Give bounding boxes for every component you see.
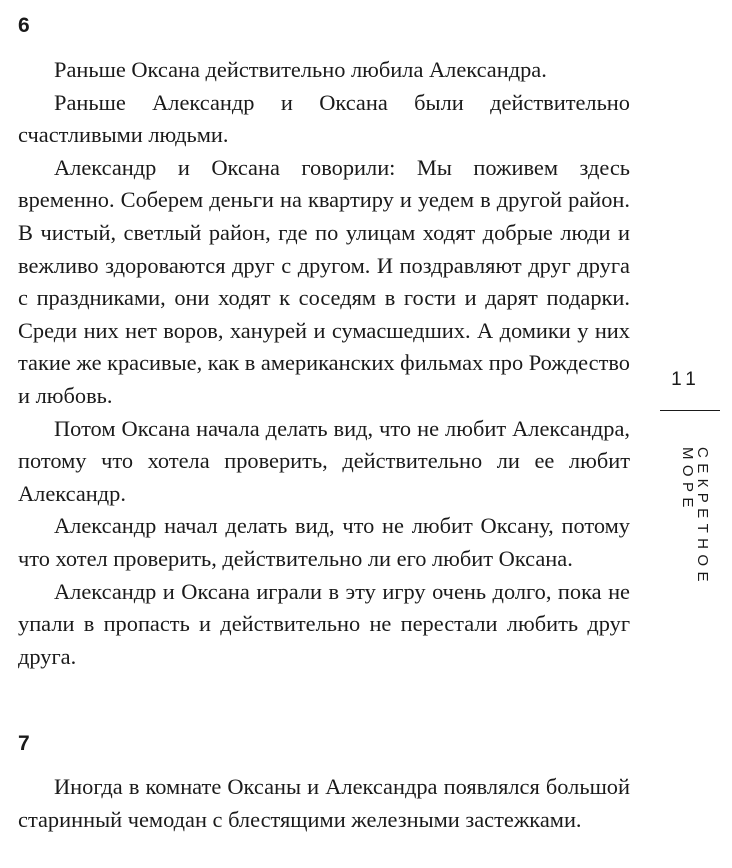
paragraph: Александр и Оксана говорили: Мы поживем здесь временно. Соберем деньги на квартиру и уедем в другой район. В чистый, светлый район, где по улицам ходят добрые люди и вежливо здороваются друг с другом. И поздравляют друг друга с праздниками, они ходят к соседям в гости и дарят подарки. Среди них нет воров, ханурей и сумасшедших. А домики у них такие же красивые, как в американских фильмах про Рождество и любовь. [18,154,631,408]
divider [660,410,720,411]
paragraph: Александр и Оксана играли в эту игру очень долго, пока не упали в пропасть и действительно не перестали любить друг друга. [18,578,630,669]
section-number: 6 [18,14,30,37]
page-number: 11 [671,369,701,390]
paragraph: Раньше Оксана действительно любила Александра. [54,57,547,82]
section-6-text [18,54,630,673]
paragraph: Иногда в комнате Оксаны и Александра появлялся большой старинный чемодан с блестящими железными застежками. [18,774,630,832]
paragraph: Потом Оксана начала делать вид, что не любит Александра, потому что хотела проверить, действительно ли ее любит Александр. [18,415,630,506]
section-7-text [18,771,630,836]
book-title: СЕКРЕТНОЕ МОРЕ [679,447,711,587]
paragraph: Раньше Александр и Оксана были действительно счастливыми людьми. [18,89,630,148]
section-number: 7 [18,732,30,755]
paragraph: Александр начал делать вид, что не любит Оксану, потому что хотел проверить, действительно ли его любит Оксана. [18,513,630,571]
